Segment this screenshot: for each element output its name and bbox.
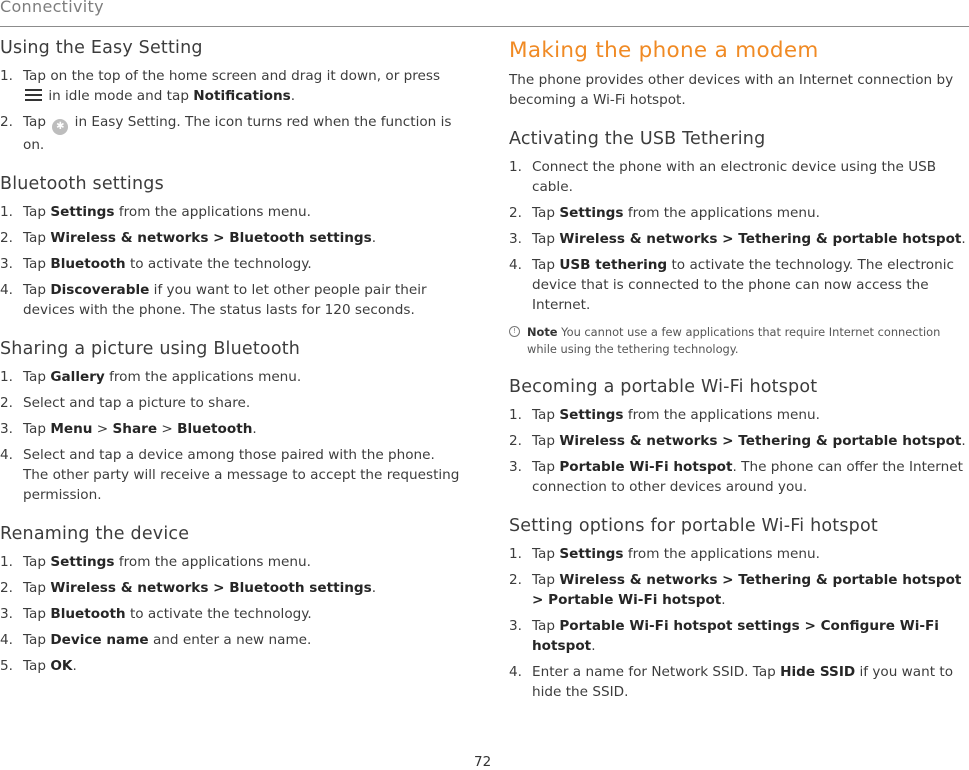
step-item — [0, 578, 462, 598]
section-heading: Bluetooth settings — [0, 174, 164, 194]
step-list — [509, 405, 969, 497]
step-item — [509, 570, 969, 610]
right-column — [509, 36, 969, 702]
step-text: in idle mode and tap — [44, 88, 194, 104]
section-heading: Sharing a picture using Bluetooth — [0, 339, 301, 359]
step-item — [0, 367, 462, 387]
left-column — [0, 36, 462, 676]
step-number: 2. — [509, 572, 522, 588]
section-heading: Renaming the device — [0, 524, 190, 544]
step-text: Tap — [532, 407, 560, 423]
step-item — [0, 393, 462, 413]
step-item — [509, 662, 969, 702]
ui-term: Hide SSID — [780, 664, 856, 680]
ui-term: Wireless & networks > Bluetooth settings — [50, 580, 372, 596]
step-item — [509, 616, 969, 656]
step-number: 1. — [509, 546, 522, 562]
step-number: 3. — [509, 618, 522, 634]
step-text: Tap — [532, 572, 560, 588]
note-text: You cannot use a few applications that require Internet connection while using the tethering technology. — [527, 325, 941, 356]
ui-term: Settings — [50, 554, 115, 570]
step-item — [509, 203, 969, 223]
step-text: . — [591, 638, 596, 654]
step-text: Tap — [23, 204, 51, 220]
step-text: > — [157, 421, 178, 437]
step-item — [509, 544, 969, 564]
ui-term: Portable Wi-Fi hotspot settings > Configure Wi-Fi hotspot — [532, 618, 939, 654]
step-text: Select and tap a picture to share. — [23, 395, 251, 411]
ui-term: Bluetooth — [50, 256, 126, 272]
chapter-title: Connectivity — [0, 0, 104, 16]
step-text: . — [961, 231, 966, 247]
bluetooth-icon: ✱ — [52, 119, 68, 135]
step-text: Tap — [23, 554, 51, 570]
ui-term: Notifications — [193, 88, 291, 104]
step-number: 4. — [509, 664, 522, 680]
step-text: from the applications menu. — [623, 407, 820, 423]
step-text: Tap — [23, 606, 51, 622]
step-text: . — [961, 433, 966, 449]
step-item — [509, 457, 969, 497]
step-text: Select and tap a device among those paired with the phone. The other party will receive a message to accept the requesting permission. — [23, 447, 460, 503]
step-number: 1. — [0, 204, 13, 220]
section-heading: Setting options for portable Wi-Fi hotspot — [509, 516, 878, 536]
step-text: Tap — [532, 205, 560, 221]
step-number: 5. — [0, 658, 13, 674]
step-item — [509, 157, 969, 197]
step-item — [0, 228, 462, 248]
step-number: 4. — [509, 257, 522, 273]
ui-term: Device name — [50, 632, 149, 648]
step-item — [0, 419, 462, 439]
step-number: 1. — [0, 369, 13, 385]
ui-term: Bluetooth — [177, 421, 253, 437]
menu-icon — [25, 89, 42, 102]
step-item — [0, 254, 462, 274]
page-header — [0, 0, 969, 27]
ui-term: Settings — [559, 407, 624, 423]
ui-term: Settings — [559, 205, 624, 221]
intro-paragraph: The phone provides other devices with an Internet connection by becoming a Wi-Fi hotspot. — [509, 72, 954, 108]
step-text: if you want to hide the SSID. — [532, 664, 954, 700]
step-number: 4. — [0, 282, 13, 298]
step-item — [0, 202, 462, 222]
step-text: . — [290, 88, 296, 104]
step-number: 3. — [0, 421, 13, 437]
ui-term: Bluetooth — [50, 606, 126, 622]
step-number: 1. — [509, 159, 522, 175]
step-text: Enter a name for Network SSID. Tap — [532, 664, 781, 680]
step-item — [0, 630, 462, 650]
info-icon: ! — [509, 326, 520, 337]
step-item — [0, 280, 462, 320]
step-text: Tap — [532, 257, 560, 273]
note-label: Note — [527, 325, 558, 339]
step-text: to activate the technology. The electronic device that is connected to the phone can now access the Internet. — [532, 257, 954, 313]
step-text: Tap — [532, 231, 560, 247]
section-heading: Using the Easy Setting — [0, 38, 203, 58]
step-text: Tap — [23, 580, 51, 596]
step-list — [0, 367, 462, 505]
step-text: Tap — [23, 230, 51, 246]
ui-term: Wireless & networks > Tethering & portable hotspot — [559, 433, 962, 449]
step-item — [509, 229, 969, 249]
step-number: 2. — [509, 205, 522, 221]
ui-term: Wireless & networks > Tethering & portable hotspot — [559, 231, 962, 247]
ui-term: Settings — [50, 204, 115, 220]
step-list — [0, 202, 462, 320]
step-item — [0, 656, 462, 676]
step-number: 3. — [0, 256, 13, 272]
step-number: 2. — [0, 230, 13, 246]
step-item — [509, 255, 969, 315]
step-text: . — [72, 658, 77, 674]
step-text: > — [92, 421, 113, 437]
step-text: Tap — [23, 369, 51, 385]
step-item — [0, 112, 462, 155]
step-item — [0, 552, 462, 572]
step-text: from the applications menu. — [114, 554, 311, 570]
step-text: . — [371, 230, 377, 246]
step-number: 3. — [509, 459, 522, 475]
step-item — [0, 445, 462, 505]
step-item — [0, 604, 462, 624]
step-text: in Easy Setting. The icon turns red when the function is on. — [23, 114, 452, 153]
ui-term: Gallery — [50, 369, 105, 385]
step-text: from the applications menu. — [623, 205, 820, 221]
section-heading: Becoming a portable Wi-Fi hotspot — [509, 377, 818, 397]
step-number: 2. — [0, 395, 13, 411]
step-text: Tap — [532, 618, 560, 634]
page-number: 72 — [474, 754, 492, 770]
step-text: Tap — [532, 459, 560, 475]
step-number: 1. — [0, 554, 13, 570]
step-text: if you want to let other people pair their devices with the phone. The status lasts for 120 seconds. — [23, 282, 427, 318]
step-text: to activate the technology. — [125, 256, 312, 272]
step-number: 3. — [0, 606, 13, 622]
step-number: 1. — [0, 68, 13, 84]
step-text: Tap — [23, 421, 51, 437]
step-number: 2. — [0, 580, 13, 596]
step-text: to activate the technology. — [125, 606, 312, 622]
step-text: Tap — [23, 114, 51, 130]
step-number: 4. — [0, 447, 13, 463]
ui-term: Menu — [50, 421, 93, 437]
step-text: . — [721, 592, 726, 608]
step-list — [0, 66, 462, 155]
step-item — [509, 405, 969, 425]
step-text: Tap — [23, 256, 51, 272]
ui-term: Portable Wi-Fi hotspot — [559, 459, 733, 475]
ui-term: Wireless & networks > Tethering & portable hotspot > Portable Wi-Fi hotspot — [532, 572, 962, 608]
step-text: and enter a new name. — [148, 632, 312, 648]
step-text: from the applications menu. — [114, 204, 311, 220]
step-number: 2. — [509, 433, 522, 449]
step-text: Tap — [23, 282, 51, 298]
step-list — [509, 544, 969, 702]
step-text: . The phone can offer the Internet connection to other devices around you. — [532, 459, 963, 495]
ui-term: OK — [50, 658, 73, 674]
step-number: 1. — [509, 407, 522, 423]
step-text: . — [252, 421, 257, 437]
ui-term: Share — [112, 421, 158, 437]
note-box — [509, 324, 969, 358]
main-title: Making the phone a modem — [509, 38, 819, 63]
step-list — [509, 157, 969, 315]
step-text: . — [371, 580, 377, 596]
ui-term: Settings — [559, 546, 624, 562]
ui-term: Wireless & networks > Bluetooth settings — [50, 230, 372, 246]
step-number: 2. — [0, 114, 13, 130]
ui-term: USB tethering — [559, 257, 668, 273]
step-text: Tap — [532, 546, 560, 562]
step-item — [509, 431, 969, 451]
step-text: from the applications menu. — [623, 546, 820, 562]
ui-term: Discoverable — [50, 282, 150, 298]
step-text: Tap — [23, 658, 51, 674]
step-text: Tap on the top of the home screen and drag it down, or press — [23, 68, 441, 84]
step-text: Connect the phone with an electronic device using the USB cable. — [532, 159, 937, 195]
step-text: Tap — [532, 433, 560, 449]
step-list — [0, 552, 462, 676]
step-text: from the applications menu. — [104, 369, 302, 385]
step-number: 4. — [0, 632, 13, 648]
section-heading: Activating the USB Tethering — [509, 129, 766, 149]
step-number: 3. — [509, 231, 522, 247]
step-text: Tap — [23, 632, 51, 648]
step-item — [0, 66, 462, 106]
